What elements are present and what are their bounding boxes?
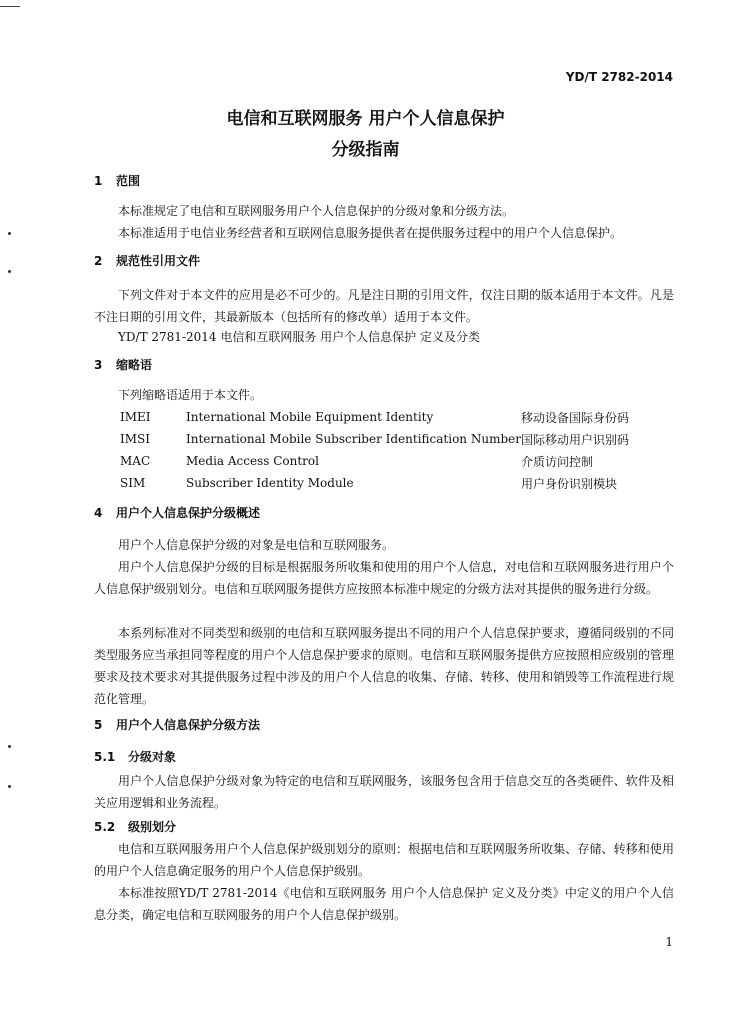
document-subtitle: 分级指南 — [331, 140, 400, 160]
subsection-title: 分级对象 — [128, 750, 177, 764]
abbr-cell: MAC — [120, 454, 151, 468]
section-4-paragraph-2: 用户个人信息保护分级的目标是根据服务所收集和使用的用户个人信息，对电信和互联网服务进行用户个人信息保护级别划分。电信和互联网服务提供方应按照本标准中规定的分级方法对其提供的服务进行分级。 — [94, 560, 674, 596]
section-1-paragraph-2: 本标准适用于电信业务经营者和互联网信息服务提供者在提供服务过程中的用户个人信息保护。 — [118, 226, 623, 240]
chinese-term-cell: 用户身份识别模块 — [520, 476, 617, 491]
subsection-5-2-paragraph-1: 电信和互联网服务用户个人信息保护级别划分的原则：根据电信和互联网服务所收集、存储、转移和使用的用户个人信息确定服务的用户个人信息保护级别。 — [94, 842, 674, 878]
section-2-paragraph-1: 下列文件对于本文件的应用是必不可少的。凡是注日期的引用文件，仅注日期的版本适用于本文件。凡是不注日期的引用文件，其最新版本（包括所有的修改单）适用于本文件。 — [94, 288, 674, 324]
subsection-5-2-paragraph-2: 本标准按照YD/T 2781-2014《电信和互联网服务 用户个人信息保护 定义及分类》中定义的用户个人信息分类，确定电信和互联网服务的用户个人信息保护级别。 — [94, 886, 674, 922]
section-5-heading — [94, 716, 260, 733]
scan-edge-mark — [0, 6, 20, 7]
abbr-cell: SIM — [120, 476, 146, 490]
section-number: 5 — [94, 718, 103, 732]
scan-dot — [8, 270, 11, 273]
section-3-heading — [94, 356, 152, 373]
table-row — [120, 428, 629, 450]
section-2-heading — [94, 252, 200, 269]
section-number: 1 — [94, 174, 103, 188]
english-term-cell: Media Access Control — [186, 454, 319, 468]
section-4-heading — [94, 504, 260, 521]
section-number: 3 — [94, 358, 103, 372]
abbr-cell: IMEI — [120, 410, 151, 424]
abbreviations-table — [120, 406, 629, 494]
subsection-5-1-paragraph: 用户个人信息保护分级对象为特定的电信和互联网服务，该服务包含用于信息交互的各类硬件、软件及相关应用逻辑和业务流程。 — [94, 774, 674, 810]
table-row — [120, 472, 629, 494]
normative-reference: YD/T 2781-2014 电信和互联网服务 用户个人信息保护 定义及分类 — [118, 330, 480, 344]
chinese-term-cell: 介质访问控制 — [520, 454, 593, 469]
table-row — [120, 450, 629, 472]
chinese-term-cell: 国际移动用户识别码 — [520, 432, 629, 447]
section-1-heading — [94, 172, 140, 189]
standard-code: YD/T 2782-2014 — [565, 70, 673, 84]
subsection-number: 5.2 — [94, 820, 116, 834]
section-4-paragraph-3: 本系列标准对不同类型和级别的电信和互联网服务提出不同的用户个人信息保护要求，遵循同级别的不同类型服务应当承担同等程度的用户个人信息保护要求的原则。电信和互联网服务提供方应按照相应级别的管理要求及技术要求对其提供服务过程中涉及的用户个人信息的收集、存储、转移、使用和销毁等工作流程进行规范化管理。 — [94, 626, 674, 706]
subsection-5-1-heading — [94, 748, 176, 765]
section-1-paragraph-1: 本标准规定了电信和互联网服务用户个人信息保护的分级对象和分级方法。 — [118, 204, 515, 218]
subsection-number: 5.1 — [94, 750, 116, 764]
section-title: 规范性引用文件 — [116, 254, 201, 268]
section-title: 范围 — [116, 174, 141, 188]
scan-dot — [8, 785, 11, 788]
section-number: 4 — [94, 506, 103, 520]
english-term-cell: International Mobile Equipment Identity — [186, 410, 434, 424]
abbreviations-intro: 下列缩略语适用于本文件。 — [118, 388, 263, 402]
subsection-title: 级别划分 — [128, 820, 177, 834]
document-title: 电信和互联网服务 用户个人信息保护 — [226, 109, 505, 129]
section-4-paragraph-1: 用户个人信息保护分级的对象是电信和互联网服务。 — [118, 538, 395, 552]
section-title: 缩略语 — [116, 358, 153, 372]
abbr-cell: IMSI — [120, 432, 150, 446]
chinese-term-cell: 移动设备国际身份码 — [520, 410, 629, 425]
subsection-5-2-heading — [94, 818, 176, 835]
table-row — [120, 406, 629, 428]
section-number: 2 — [94, 254, 103, 268]
page-number: 1 — [665, 935, 673, 949]
scan-dot — [8, 232, 11, 235]
scan-dot — [8, 745, 11, 748]
english-term-cell: Subscriber Identity Module — [186, 476, 354, 490]
english-term-cell: International Mobile Subscriber Identification Number — [186, 432, 521, 446]
section-title: 用户个人信息保护分级方法 — [116, 718, 261, 732]
section-title: 用户个人信息保护分级概述 — [116, 506, 261, 520]
